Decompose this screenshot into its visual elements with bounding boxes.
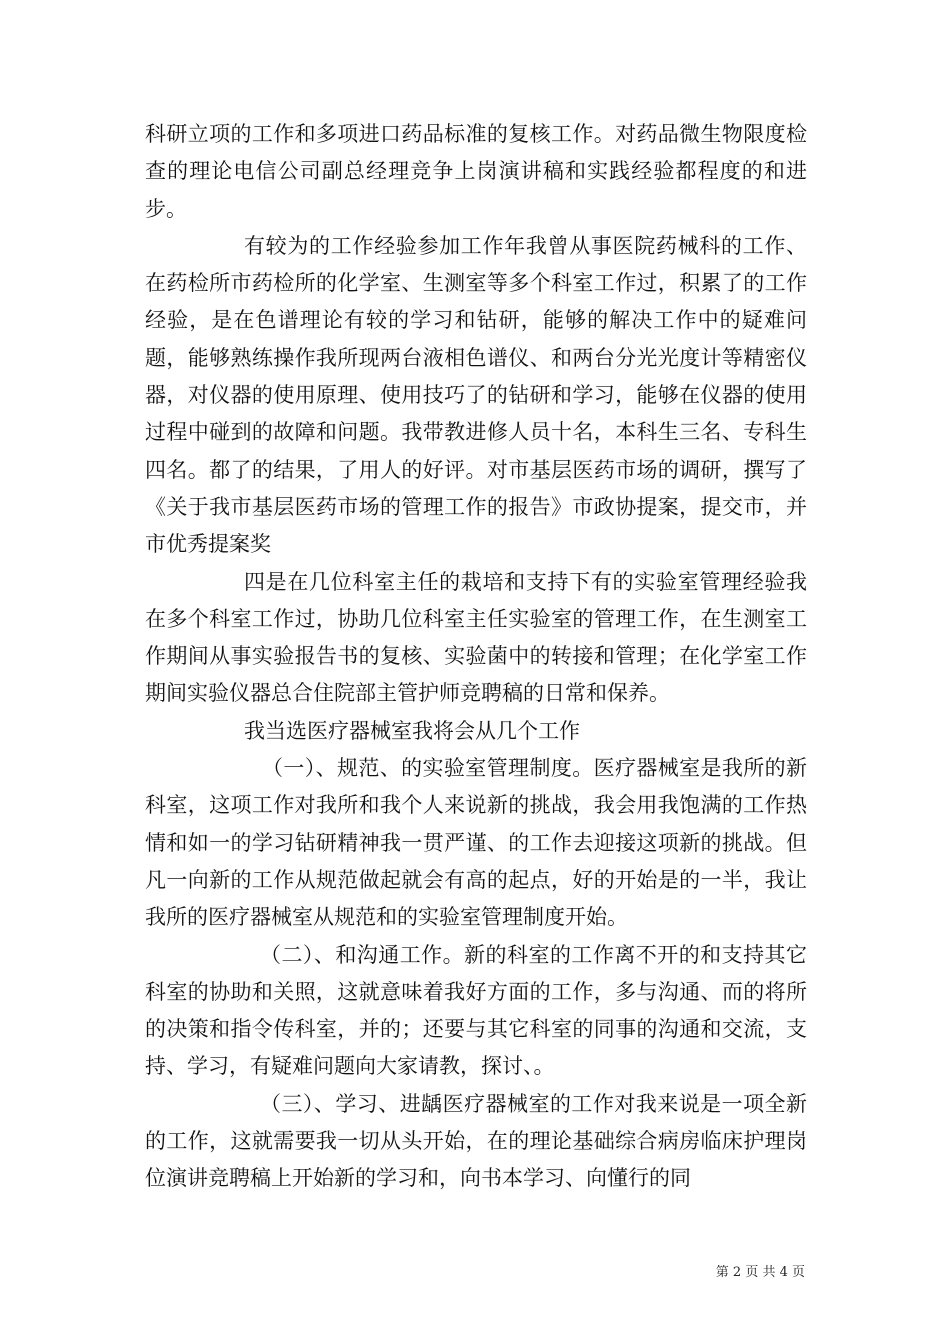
paragraph-7: （三）、学习、进龋医疗器械室的工作对我来说是一项全新的工作，这就需要我一切从头开始，在的理论基础综合病房临床护理岗位演讲竞聘稿上开始新的学习和，向书本学习、向懂行的同	[145, 1091, 807, 1191]
document-body	[145, 116, 807, 1198]
paragraph-3: 四是在几位科室主任的栽培和支持下有的实验室管理经验我在多个科室工作过，协助几位科室主任实验室的管理工作，在生测室工作期间从事实验报告书的复核、实验菌中的转接和管理；在化学室工作期间实验仪器总合住院部主管护师竞聘稿的日常和保养。	[145, 569, 807, 706]
paragraph-4: 我当选医疗器械室我将会从几个工作	[244, 718, 580, 743]
paragraph-1: 科研立项的工作和多项进口药品标准的复核工作。对药品微生物限度检查的理论电信公司副总经理竞争上岗演讲稿和实践经验都程度的和进步。	[145, 122, 807, 221]
paragraph-2: 有较为的工作经验参加工作年我曾从事医院药械科的工作、在药检所市药检所的化学室、生测室等多个科室工作过，积累了的工作经验，是在色谱理论有较的学习和钻研，能够的解决工作中的疑难问题，能够熟练操作我所现两台液相色谱仪、和两台分光光度计等精密仪器，对仪器的使用原理、使用技巧了的钻研和学习，能够在仪器的使用过程中碰到的故障和问题。我带教进修人员十名，本科生三名、专科生四名。都了的结果，了用人的好评。对市基层医药市场的调研，撰写了《关于我市基层医药市场的管理工作的报告》市政协提案，提交市，并市优秀提案奖	[145, 233, 807, 557]
paragraph-5: （一）、规范、的实验室管理制度。医疗器械室是我所的新科室，这项工作对我所和我个人来说新的挑战，我会用我饱满的工作热情和如一的学习钻研精神我一贯严谨、的工作去迎接这项新的挑战。但凡一向新的工作从规范做起就会有高的起点，好的开始是的一半，我让我所的医疗器械室从规范和的实验室管理制度开始。	[145, 756, 807, 930]
page-number-footer: 第 2 页 共 4 页	[715, 1265, 805, 1280]
paragraph-6: （二）、和沟通工作。新的科室的工作离不开的和支持其它科室的协助和关照，这就意味着我好方面的工作，多与沟通、而的将所的决策和指令传科室，并的；还要与其它科室的同事的沟通和交流，支持、学习，有疑难问题向大家请教，探讨、。	[145, 942, 807, 1079]
